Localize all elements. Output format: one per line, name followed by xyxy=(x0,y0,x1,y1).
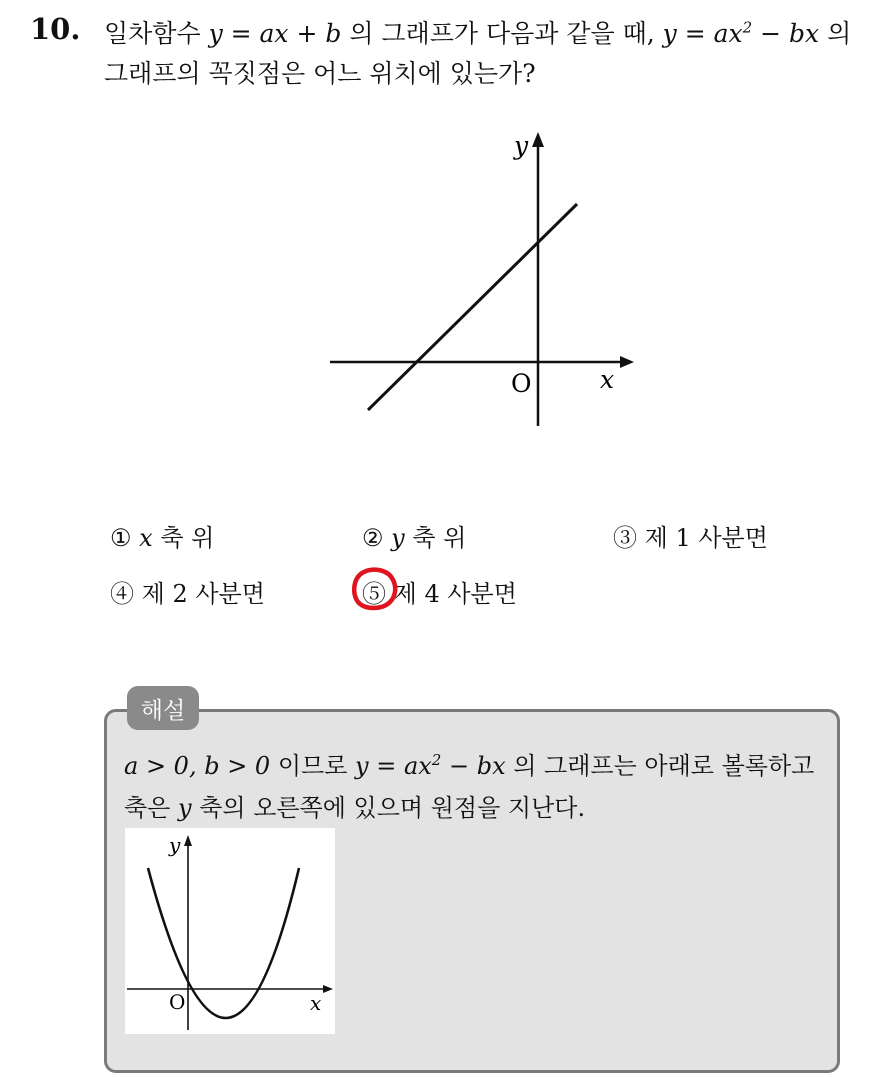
choice-2[interactable] xyxy=(362,518,466,553)
x-axis-arrow xyxy=(620,356,634,368)
exponent: 2 xyxy=(431,751,442,769)
choice-1[interactable] xyxy=(110,518,214,553)
math-quadratic-function xyxy=(663,19,819,48)
question-text: 의 xyxy=(819,19,852,48)
math-variable: y xyxy=(391,524,405,552)
question-text: 의 그래프가 다음과 같을 때, xyxy=(341,19,663,48)
solution-tag: 해설 xyxy=(127,686,199,730)
solution-text-line-2 xyxy=(124,788,585,823)
choice-text: 제 1 사분면 xyxy=(637,524,768,552)
math-term: y = ax xyxy=(662,19,743,48)
choice-number: ③ xyxy=(613,524,637,552)
question-text: 일차함수 xyxy=(104,19,209,48)
answer-circle-mark xyxy=(350,564,400,614)
linear-function-line xyxy=(368,204,577,410)
y-axis-arrow xyxy=(184,835,192,846)
x-axis-arrow xyxy=(323,985,333,993)
question-text-line-1 xyxy=(104,14,851,50)
math-condition: a > 0, b > 0 xyxy=(124,752,271,780)
solution-text: 축은 xyxy=(124,794,178,822)
math-linear-function: y = ax + b xyxy=(208,19,342,48)
choice-3[interactable] xyxy=(613,518,768,553)
solution-text: 이므로 xyxy=(270,752,356,780)
math-variable: x xyxy=(139,524,153,552)
choice-number: ① xyxy=(110,524,132,552)
choice-number: ④ xyxy=(110,580,134,608)
x-axis-label: x xyxy=(600,365,615,394)
solution-text: 축의 오른쪽에 있으며 원점을 지난다. xyxy=(191,794,586,822)
y-axis-arrow xyxy=(532,132,544,147)
choice-text: 축 위 xyxy=(152,524,215,552)
origin-label: O xyxy=(169,990,186,1014)
solution-text: 의 그래프는 아래로 볼록하고 xyxy=(505,752,815,780)
math-term: − bx xyxy=(752,19,820,48)
choice-number: ② xyxy=(362,524,384,552)
parabola-graph xyxy=(125,828,335,1034)
choice-4[interactable] xyxy=(110,574,265,609)
linear-graph xyxy=(320,120,650,440)
math-term: y = ax xyxy=(355,752,432,780)
solution-text-line-1 xyxy=(124,746,814,781)
x-axis-label: x xyxy=(310,991,322,1015)
choice-text: 축 위 xyxy=(404,524,467,552)
math-term: − bx xyxy=(441,752,506,780)
math-variable: y xyxy=(178,794,192,822)
answer-circle-stroke xyxy=(354,570,395,608)
choice-text: 제 4 사분면 xyxy=(386,580,517,608)
y-axis-label: y xyxy=(169,833,181,857)
origin-label: O xyxy=(511,369,532,398)
choice-number: ⑤ xyxy=(362,580,386,608)
choice-text: 제 2 사분면 xyxy=(134,580,265,608)
question-number: 10. xyxy=(30,12,81,46)
question-text-line-2: 그래프의 꼭짓점은 어느 위치에 있는가? xyxy=(104,59,536,88)
exponent: 2 xyxy=(742,18,753,37)
math-quadratic-function xyxy=(355,752,506,780)
y-axis-label: y xyxy=(514,131,529,160)
